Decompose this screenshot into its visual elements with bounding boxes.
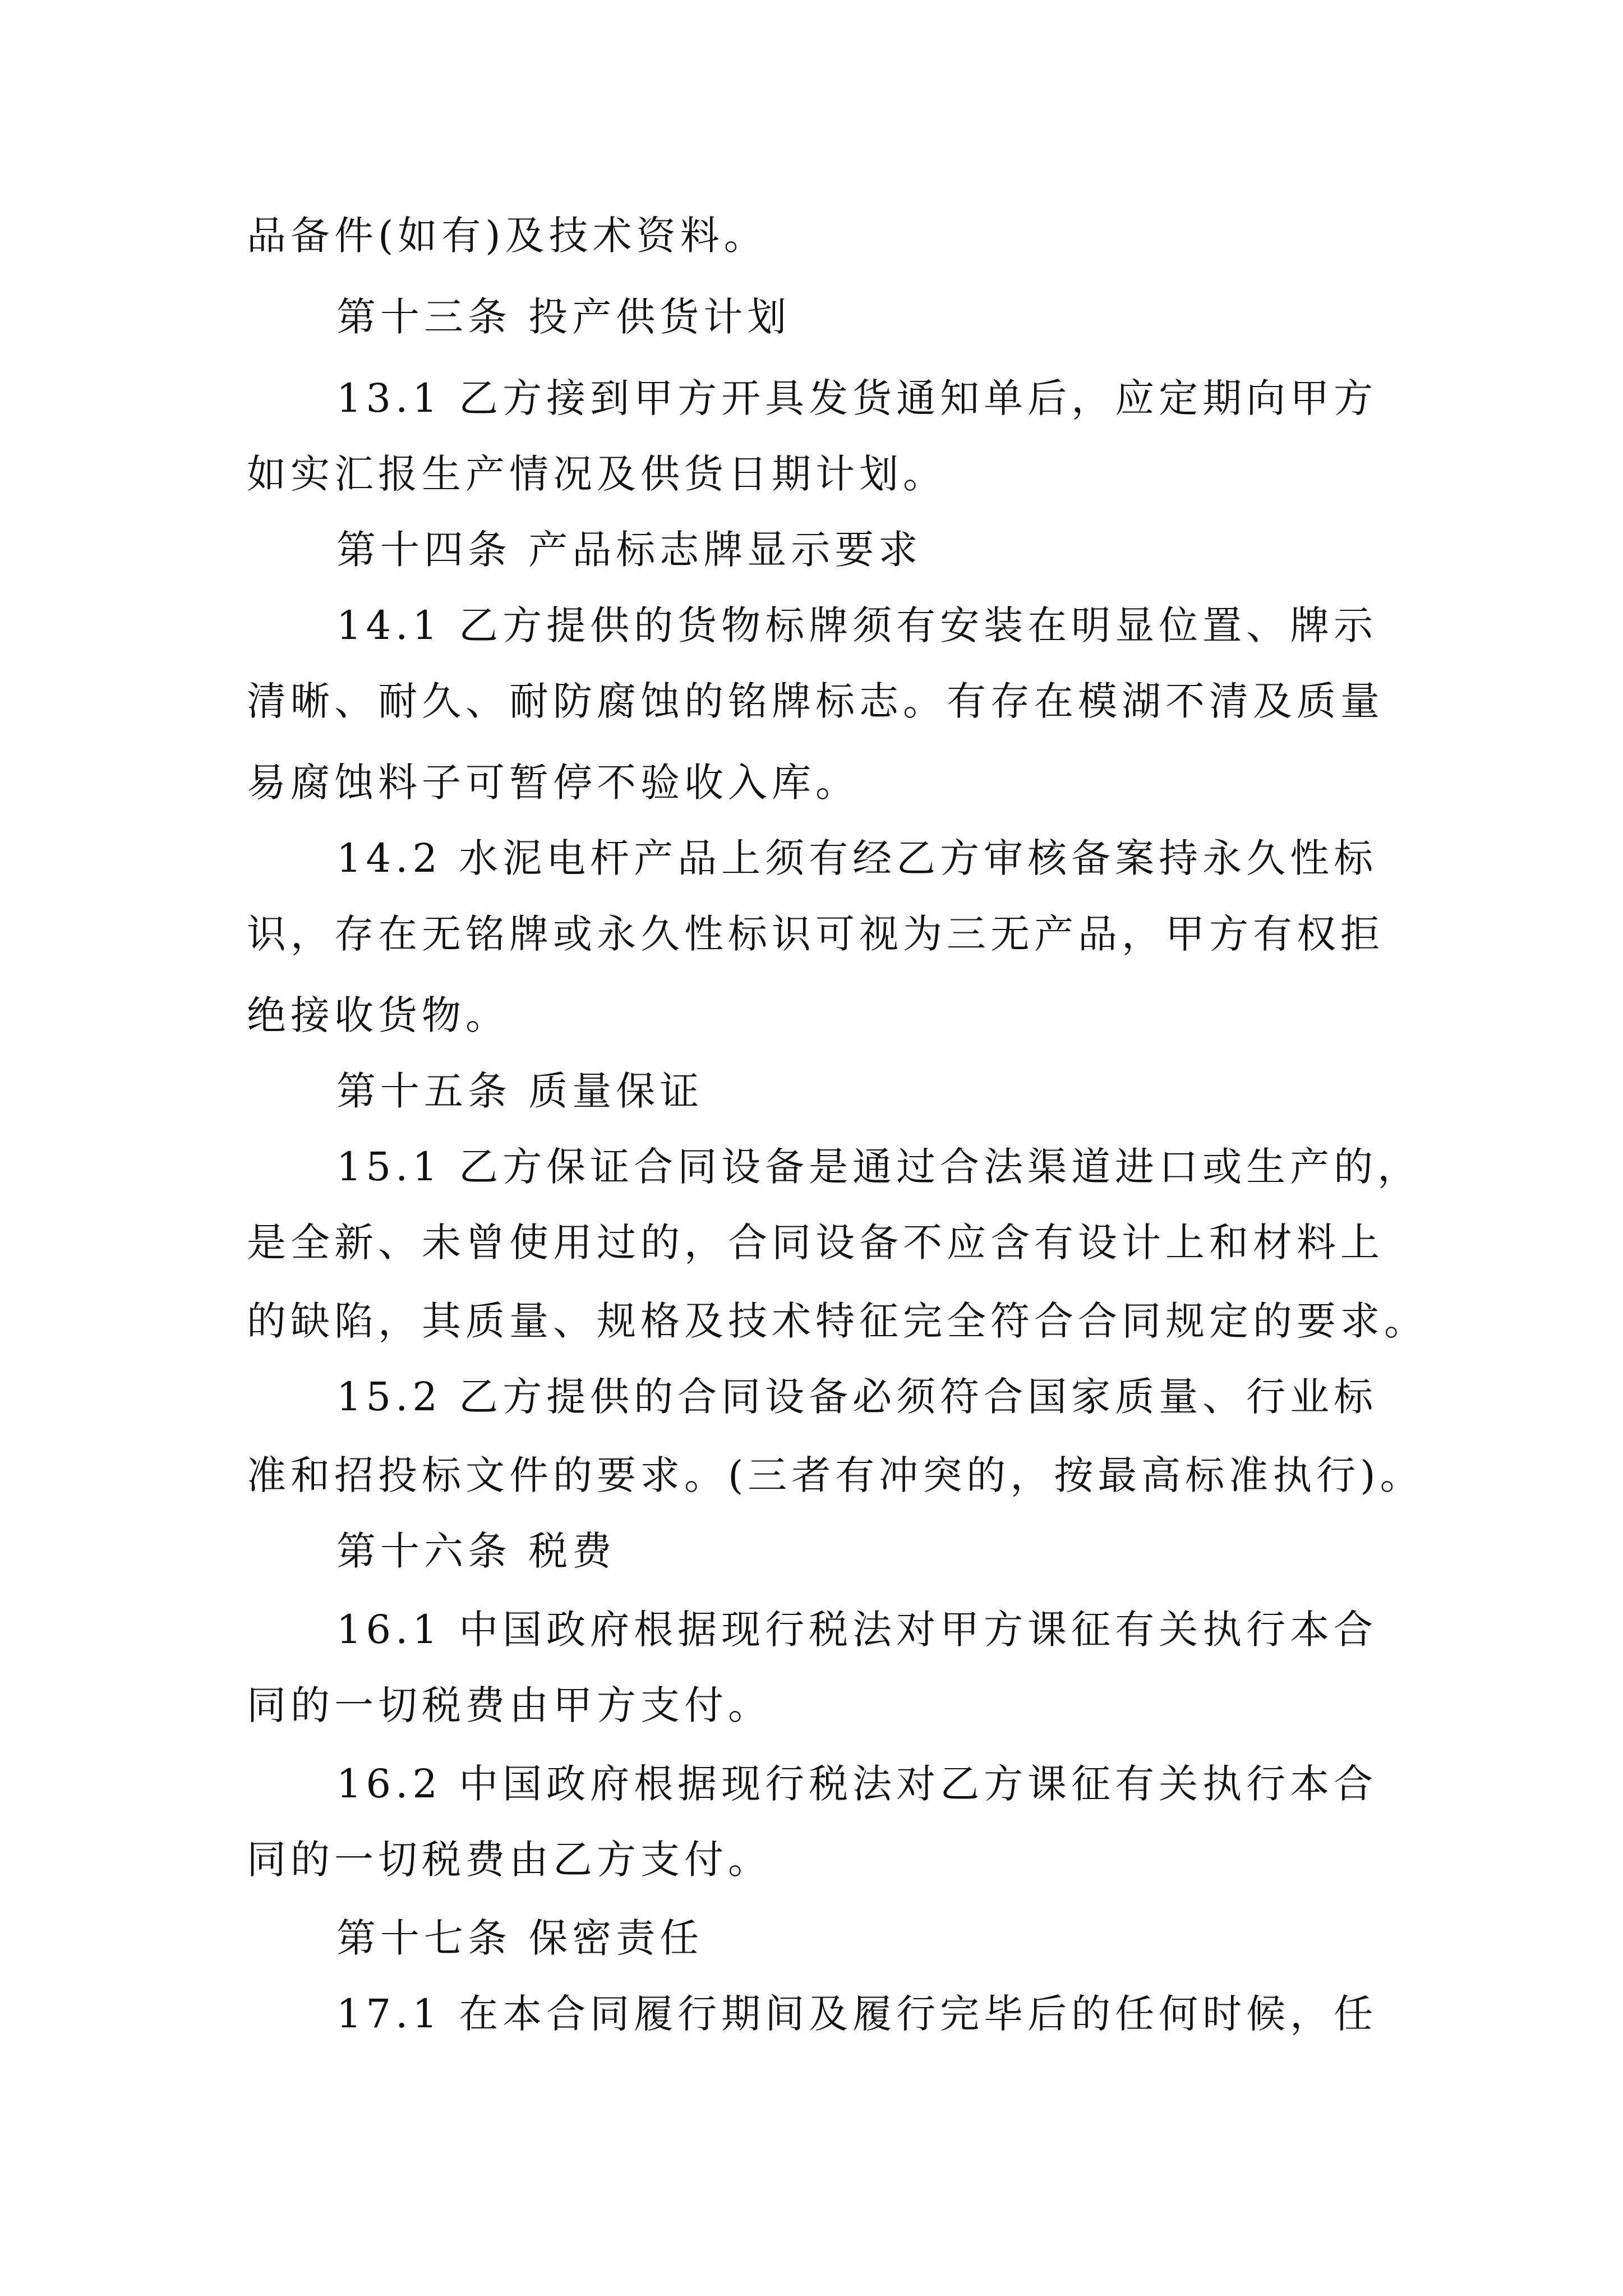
section-heading: 第十四条 产品标志牌显示要求: [336, 527, 923, 573]
text-line: 同的一切税费由甲方支付。: [247, 1682, 772, 1728]
text-line: 14.2 水泥电杆产品上须有经乙方审核备案持永久性标: [336, 835, 1378, 881]
text-line: 15.1 乙方保证合同设备是通过合法渠道进口或生产的，: [336, 1144, 1422, 1190]
section-heading: 第十三条 投产供货计划: [336, 294, 791, 340]
text-line: 16.1 中国政府根据现行税法对甲方课征有关执行本合: [336, 1607, 1378, 1653]
text-line: 易腐蚀料子可暂停不验收入库。: [247, 760, 859, 806]
text-line: 品备件(如有)及技术资料。: [247, 213, 768, 259]
section-heading: 第十五条 质量保证: [336, 1068, 704, 1114]
text-line: 16.2 中国政府根据现行税法对乙方课征有关执行本合: [336, 1761, 1378, 1807]
text-line: 识，存在无铭牌或永久性标识可视为三无产品，甲方有权拒: [247, 911, 1384, 957]
text-line: 13.1 乙方接到甲方开具发货通知单后，应定期向甲方: [336, 375, 1378, 421]
text-line: 绝接收货物。: [247, 992, 509, 1038]
text-line: 的缺陷，其质量、规格及技术特征完全符合合同规定的要求。: [247, 1298, 1428, 1344]
text-line: 清晰、耐久、耐防腐蚀的铭牌标志。有存在模湖不清及质量: [247, 678, 1384, 724]
text-line: 如实汇报生产情况及供货日期计划。: [247, 451, 947, 497]
text-line: 是全新、未曾使用过的，合同设备不应含有设计上和材料上: [247, 1220, 1384, 1266]
section-heading: 第十六条 税费: [336, 1528, 616, 1574]
text-line: 15.2 乙方提供的合同设备必须符合国家质量、行业标: [336, 1374, 1378, 1420]
section-heading: 第十七条 保密责任: [336, 1915, 704, 1961]
text-line: 同的一切税费由乙方支付。: [247, 1837, 772, 1883]
text-line: 准和招投标文件的要求。(三者有冲突的，按最高标准执行)。: [247, 1452, 1424, 1498]
text-line: 17.1 在本合同履行期间及履行完毕后的任何时候，任: [336, 1991, 1378, 2037]
text-line: 14.1 乙方提供的货物标牌须有安装在明显位置、牌示: [336, 602, 1378, 648]
